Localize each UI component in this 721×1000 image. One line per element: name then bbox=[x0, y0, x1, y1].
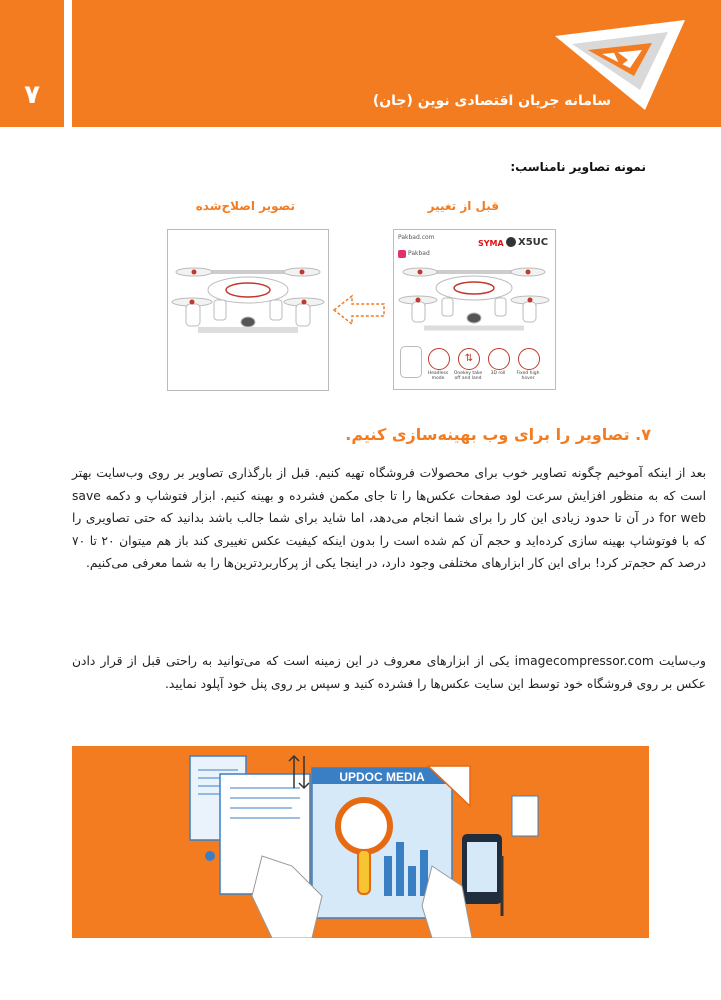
caption-after: تصویر اصلاح‌شده bbox=[195, 199, 295, 213]
illustration-caption: UPDOC MEDIA bbox=[339, 770, 425, 784]
headless-mode-icon bbox=[428, 348, 450, 370]
feature-label: Onekey take off and land bbox=[453, 371, 483, 381]
illustration-banner bbox=[72, 746, 649, 938]
feature-label: Fixed high hover bbox=[516, 371, 540, 381]
body-paragraph: وب‌سایت imagecompressor.com یکی از ابزارهای معروف در این زمینه است که می‌توانید به راحتی قبل از قرار دادن عکس بر روی فروشگاه خود توسط این سایت عکس‌ها را فشرده کنید و سپس بر روی پنل خود آپلود نمایید. bbox=[72, 654, 706, 691]
roll-icon bbox=[488, 348, 510, 370]
feature-label: Headless mode bbox=[427, 371, 449, 381]
drone-icon bbox=[394, 254, 555, 344]
drone-icon bbox=[168, 230, 328, 390]
arrow-left-icon bbox=[332, 293, 388, 327]
model-name: X5UC bbox=[518, 237, 549, 248]
section-heading: ۷. تصاویر را برای وب بهینه‌سازی کنیم. bbox=[345, 425, 651, 444]
body-paragraph: بعد از اینکه آموخیم چگونه تصاویر خوب برای محصولات فروشگاه تهیه کنیم. قبل از بارگذاری تصاویر بر روی وب‌سایت بهتر است که به منظور افزایش سرعت لود صفحات عکس‌ها را تا جای مکمن فشرده و بهینه کنیم. ابزار فتوشاپ و دکمه save for web در آن تا حدود زیادی این کار را برای شما انجام می‌دهد، اما شاید برای شما جالب باشد بدانید که حتی تصاویری را که با فوتوشاپ بهینه سازی کرده‌اید و حجم آن کم شده است را بدون اینکه کیفیت عکس تغییری کند باز هم میتوان ۲۰ تا ۷۰ درصد کم حجم‌تر کرد! برای این کار ابزارهای مختلفی وجود دارد، در اینجا یکی از پرکاربردترین‌ها را به شما معرفی می‌کنیم. bbox=[72, 466, 706, 571]
camera-icon bbox=[506, 237, 516, 247]
page-number: ۷ bbox=[24, 80, 40, 110]
remote-control-icon bbox=[400, 346, 422, 378]
watermark-handle: Pakbad bbox=[408, 250, 430, 257]
watermark-site: Pakbad.com bbox=[398, 234, 435, 241]
brand-name: SYMA bbox=[478, 239, 504, 248]
page-header bbox=[0, 0, 721, 127]
document-icon bbox=[512, 796, 538, 836]
section-label: نمونه تصاویر نامناسب: bbox=[510, 160, 646, 174]
page-number-block bbox=[0, 0, 64, 127]
feature-label: 3D roll bbox=[490, 371, 506, 376]
triangle-logo-icon bbox=[550, 8, 690, 118]
document-analysis-illustration bbox=[72, 746, 649, 938]
hover-icon bbox=[518, 348, 540, 370]
original-drone-image bbox=[393, 229, 556, 390]
pin-icon bbox=[205, 851, 215, 861]
takeoff-land-icon: ⇅ bbox=[458, 348, 480, 370]
corrected-drone-image bbox=[167, 229, 329, 391]
document-title: سامانه جریان اقتصادی نوین (جان) bbox=[372, 93, 611, 109]
caption-before: قبل از تغییر bbox=[427, 199, 499, 213]
